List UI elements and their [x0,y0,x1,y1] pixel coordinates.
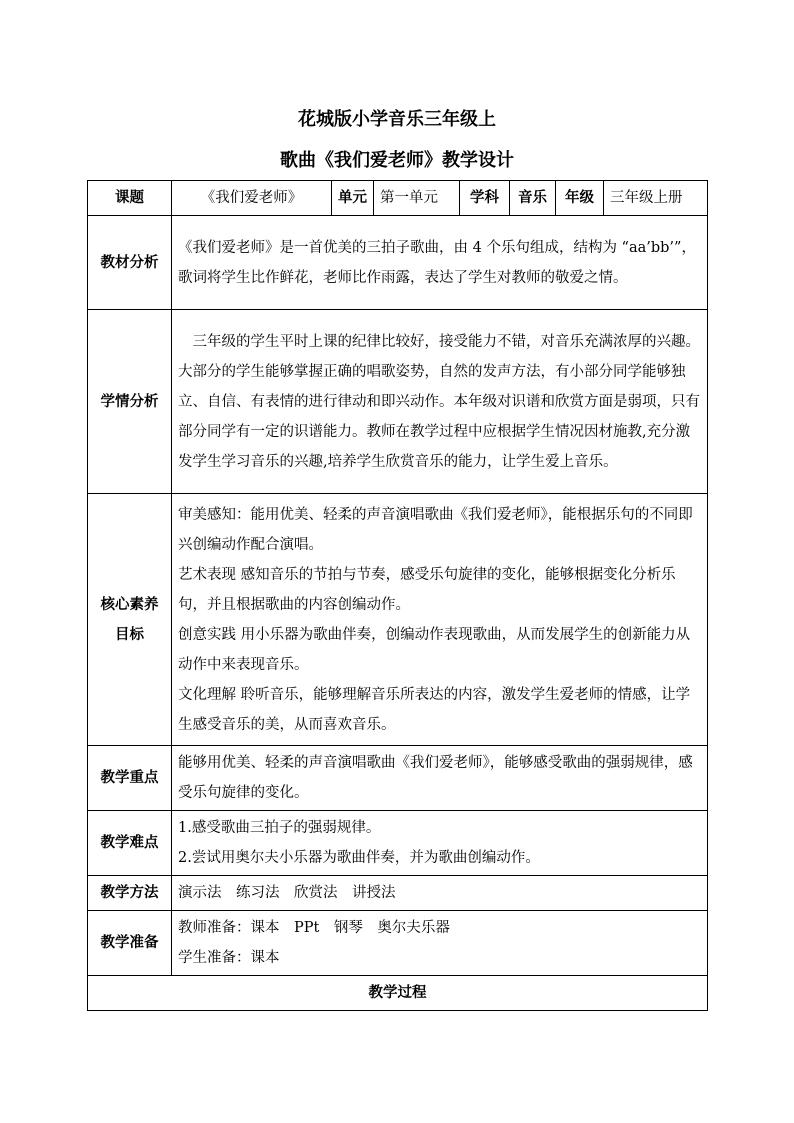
material-analysis-text: 《我们爱老师》是一首优美的三拍子歌曲，由 4 个乐句组成，结构为 “aa’bb’”，歌词将学生比作鲜花，老师比作雨露，表达了学生对教师的敬爱之情。 [172,216,708,310]
subject-label: 学科 [460,181,510,216]
lesson-plan-table [87,180,708,1011]
core-goals-row [88,494,708,746]
core-goal-expression: 艺术表现 感知音乐的节拍与节奏，感受乐句旋律的变化，能够根据变化分析乐句，并且根据歌曲的内容创编动作。 [178,566,676,613]
student-analysis-text: 三年级的学生平时上课的纪律比较好，接受能力不错，对音乐充满浓厚的兴趣。大部分的学生能够掌握正确的唱歌姿势，自然的发声方法，有小部分同学能够独立、自信、有表情的进行律动和即兴动作。本年级对识谱和欣赏方面是弱项，只有部分同学有一定的识谱能力。教师在教学过程中应根据学生情况因材施教,充分激发学生学习音乐的兴趣,培养学生欣赏音乐的能力，让学生爱上音乐。 [172,310,708,494]
material-analysis-row [88,216,708,310]
core-goal-creative: 创意实践 用小乐器为歌曲伴奏，创编动作表现歌曲，从而发展学生的创新能力从动作中来表现音乐。 [178,626,691,673]
difficulty-item-2: 2.尝试用奥尔夫小乐器为歌曲伴奏，并为歌曲创编动作。 [178,850,540,866]
unit-value: 第一单元 [374,181,460,216]
core-goals-label-line1: 核心素养 [100,596,159,613]
difficulties-label: 教学难点 [88,811,172,876]
key-points-label: 教学重点 [88,746,172,811]
topic-label: 课题 [88,181,172,216]
preparation-content [172,911,708,976]
key-points-row [88,746,708,811]
student-analysis-row [88,310,708,494]
core-goals-label [88,494,172,746]
student-analysis-label: 学情分析 [88,310,172,494]
core-goal-aesthetic: 审美感知：能用优美、轻柔的声音演唱歌曲《我们爱老师》，能根据乐句的不同即兴创编动作配合演唱。 [178,506,693,553]
grade-value: 三年级上册 [604,181,708,216]
header-row [88,181,708,216]
subject-value: 音乐 [510,181,556,216]
key-points-text: 能够用优美、轻柔的声音演唱歌曲《我们爱老师》，能够感受歌曲的强弱规律，感受乐句旋律的变化。 [172,746,708,811]
methods-text: 演示法 练习法 欣赏法 讲授法 [172,876,708,911]
document-subtitle: 歌曲《我们爱老师》教学设计 [280,150,514,171]
grade-label: 年级 [556,181,604,216]
process-row [88,976,708,1011]
preparation-label: 教学准备 [88,911,172,976]
methods-row [88,876,708,911]
preparation-row [88,911,708,976]
core-goal-culture: 文化理解 聆听音乐，能够理解音乐所表达的内容，激发学生爱老师的情感，让学生感受音乐的美，从而喜欢音乐。 [178,686,691,733]
difficulty-item-1: 1.感受歌曲三拍子的强弱规律。 [178,820,381,836]
core-goals-content [172,494,708,746]
topic-value: 《我们爱老师》 [172,181,332,216]
student-preparation: 学生准备：课本 [178,950,280,966]
methods-label: 教学方法 [88,876,172,911]
difficulties-content [172,811,708,876]
material-analysis-label: 教材分析 [88,216,172,310]
difficulties-row [88,811,708,876]
document-title: 花城版小学音乐三年级上 [298,109,496,130]
core-goals-label-line2: 目标 [115,626,144,643]
unit-label: 单元 [332,181,374,216]
process-label: 教学过程 [88,976,708,1011]
teacher-preparation: 教师准备：课本 PPt 钢琴 奥尔夫乐器 [178,920,450,936]
